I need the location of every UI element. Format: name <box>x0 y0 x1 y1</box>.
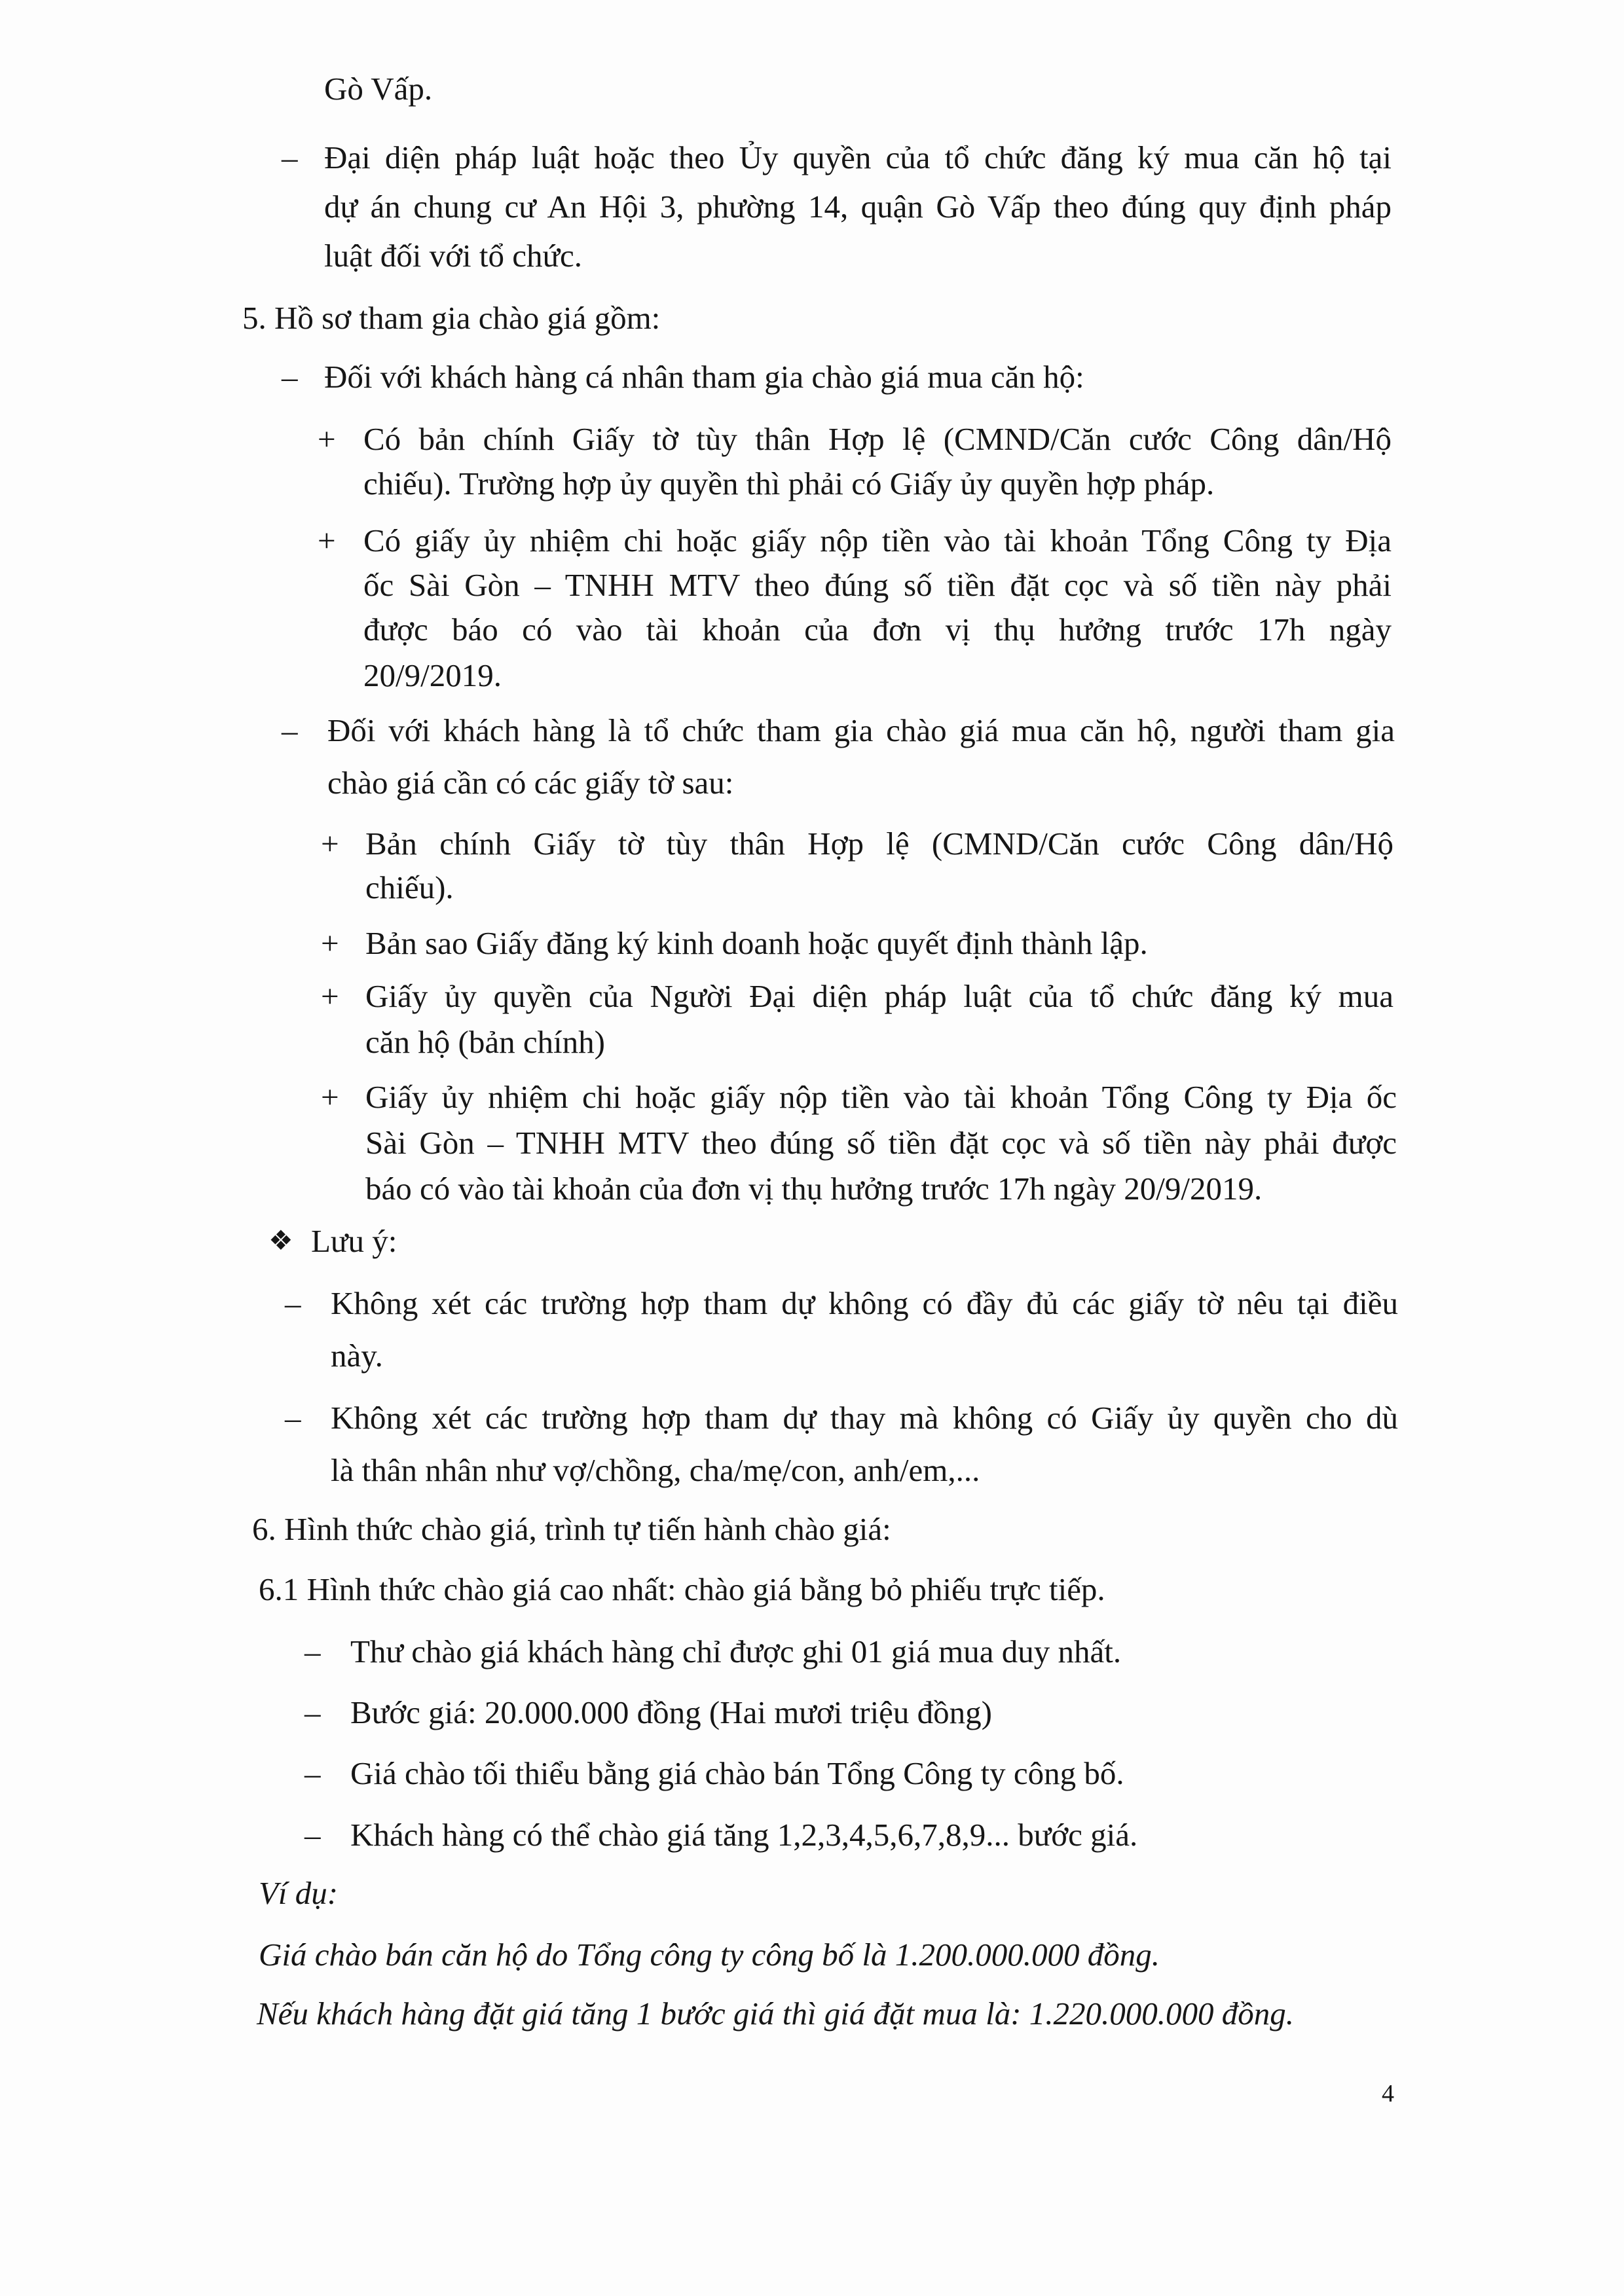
text-line: Giấy ủy nhiệm chi hoặc giấy nộp tiền vào tài khoản Tổng Công ty Địa ốc <box>365 1079 1397 1115</box>
plus-bullet: + <box>321 1079 339 1115</box>
page-number: 4 <box>1382 2080 1394 2107</box>
diamond-bullet-icon: ❖ <box>268 1226 293 1256</box>
text-line: Bước giá: 20.000.000 đồng (Hai mươi triệu đồng) <box>350 1694 992 1730</box>
text-line: Đại diện pháp luật hoặc theo Ủy quyền của tổ chức đăng ký mua căn hộ tại <box>324 139 1392 175</box>
text-line: Gò Vấp. <box>324 71 433 107</box>
text-line: chiếu). Trường hợp ủy quyền thì phải có Giấy ủy quyền hợp pháp. <box>363 465 1215 501</box>
plus-bullet: + <box>318 522 336 558</box>
section-heading: 6. Hình thức chào giá, trình tự tiến hành chào giá: <box>252 1511 891 1547</box>
text-line: Giấy ủy quyền của Người Đại diện pháp luật của tổ chức đăng ký mua <box>365 978 1393 1014</box>
text-line: được báo có vào tài khoản của đơn vị thụ hưởng trước 17h ngày <box>363 611 1392 647</box>
text-line: Đối với khách hàng cá nhân tham gia chào giá mua căn hộ: <box>324 359 1084 395</box>
plus-bullet: + <box>321 978 339 1014</box>
text-line: là thân nhân như vợ/chồng, cha/mẹ/con, anh/em,... <box>331 1452 980 1488</box>
dash-bullet: – <box>304 1755 321 1791</box>
text-line: luật đối với tổ chức. <box>324 238 583 274</box>
text-line: căn hộ (bản chính) <box>365 1024 605 1060</box>
dash-bullet: – <box>285 1285 301 1321</box>
dash-bullet: – <box>304 1817 321 1853</box>
text-line: Có giấy ủy nhiệm chi hoặc giấy nộp tiền vào tài khoản Tổng Công ty Địa <box>363 522 1392 558</box>
dash-bullet: – <box>304 1694 321 1730</box>
text-line: Sài Gòn – TNHH MTV theo đúng số tiền đặt cọc và số tiền này phải được <box>365 1125 1397 1161</box>
dash-bullet: – <box>282 712 298 748</box>
text-line: chào giá cần có các giấy tờ sau: <box>327 765 734 801</box>
plus-bullet: + <box>321 925 339 961</box>
text-line: Thư chào giá khách hàng chỉ được ghi 01 giá mua duy nhất. <box>350 1633 1122 1669</box>
text-line: Không xét các trường hợp tham dự thay mà không có Giấy ủy quyền cho dù <box>331 1400 1398 1436</box>
text-line: này. <box>331 1338 383 1374</box>
section-heading: 5. Hồ sơ tham gia chào giá gồm: <box>242 300 661 336</box>
example-line: Giá chào bán căn hộ do Tổng công ty công bố là 1.200.000.000 đồng. <box>259 1937 1160 1973</box>
subsection-heading: 6.1 Hình thức chào giá cao nhất: chào giá bằng bỏ phiếu trực tiếp. <box>259 1571 1105 1607</box>
text-line: chiếu). <box>365 869 454 905</box>
text-line: Bản sao Giấy đăng ký kinh doanh hoặc quyết định thành lập. <box>365 925 1148 961</box>
text-line: Bản chính Giấy tờ tùy thân Hợp lệ (CMND/Căn cước Công dân/Hộ <box>365 826 1393 862</box>
text-line: Đối với khách hàng là tổ chức tham gia chào giá mua căn hộ, người tham gia <box>327 712 1395 748</box>
dash-bullet: – <box>282 139 298 175</box>
text-line: Khách hàng có thể chào giá tăng 1,2,3,4,5,6,7,8,9... bước giá. <box>350 1817 1138 1853</box>
dash-bullet: – <box>285 1400 301 1436</box>
text-line: Giá chào tối thiểu bằng giá chào bán Tổng Công ty công bố. <box>350 1755 1124 1791</box>
text-line: báo có vào tài khoản của đơn vị thụ hưởng trước 17h ngày 20/9/2019. <box>365 1171 1263 1207</box>
text-line: Không xét các trường hợp tham dự không có đầy đủ các giấy tờ nêu tại điều <box>331 1285 1398 1321</box>
plus-bullet: + <box>318 421 336 457</box>
note-heading: Lưu ý: <box>311 1223 397 1259</box>
plus-bullet: + <box>321 826 339 862</box>
example-line: Nếu khách hàng đặt giá tăng 1 bước giá thì giá đặt mua là: 1.220.000.000 đồng. <box>257 1995 1295 2032</box>
example-label: Ví dụ: <box>259 1875 339 1911</box>
text-line: ốc Sài Gòn – TNHH MTV theo đúng số tiền đặt cọc và số tiền này phải <box>363 567 1392 603</box>
text-line: Có bản chính Giấy tờ tùy thân Hợp lệ (CMND/Căn cước Công dân/Hộ <box>363 421 1392 457</box>
text-line: dự án chung cư An Hội 3, phường 14, quận Gò Vấp theo đúng quy định pháp <box>324 189 1392 225</box>
text-line: 20/9/2019. <box>363 657 502 693</box>
dash-bullet: – <box>304 1633 321 1669</box>
dash-bullet: – <box>282 359 298 395</box>
